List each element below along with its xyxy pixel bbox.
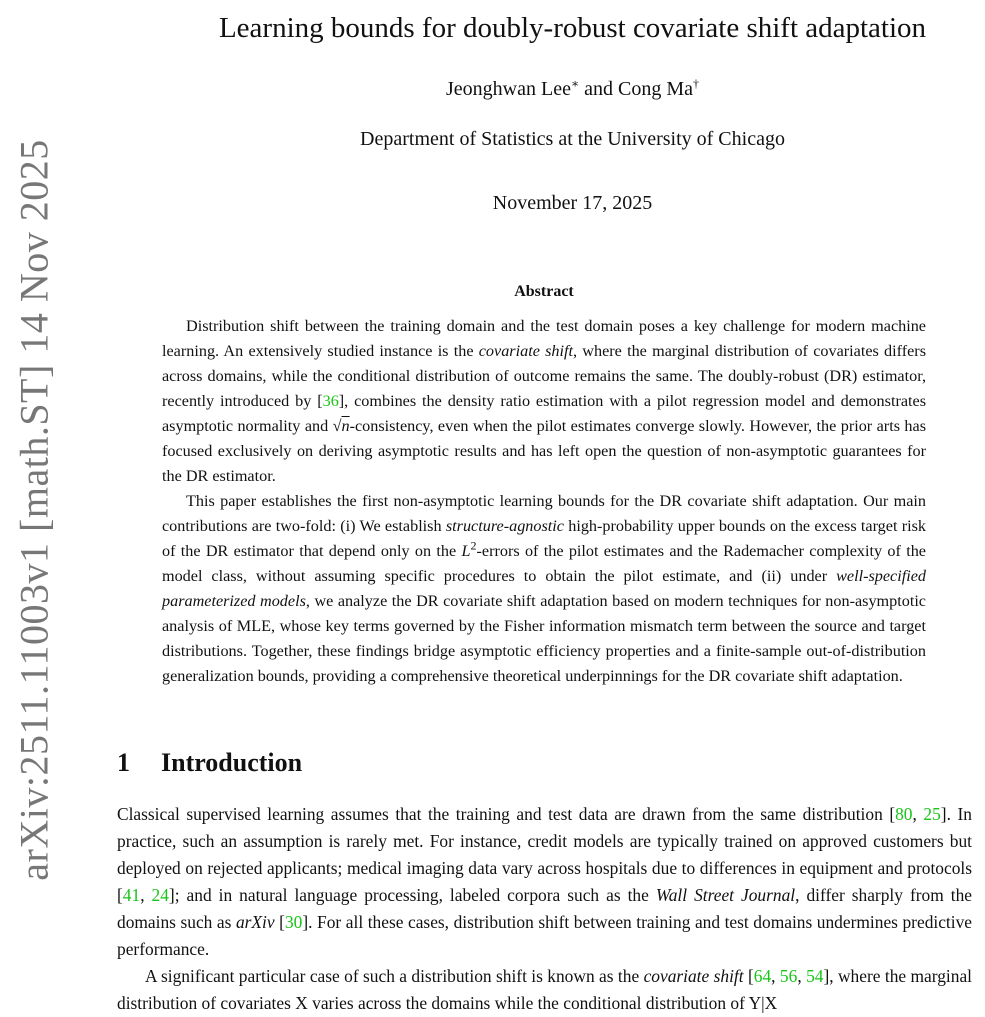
math-symbol: L <box>461 542 471 560</box>
arxiv-sidebar <box>4 140 64 880</box>
author-footnote-mark: ∗ <box>570 76 580 91</box>
emphasis: Wall Street Journal <box>655 885 796 905</box>
text-run: ]; and in natural language processing, labeled corpora such as the <box>168 885 656 905</box>
emphasis: covariate shift <box>643 966 744 986</box>
text-run: ]. For all these cases, distribution shift between training and test domains undermines predictive performance. <box>117 912 973 959</box>
author-line <box>100 78 985 101</box>
section-heading <box>117 748 302 778</box>
emphasis: arXiv <box>235 912 275 932</box>
text-run: Distribution shift between the training domain and the test domain poses a key challenge for modern machine learning. An extensively studied instance is the <box>162 317 926 360</box>
citation-link[interactable]: 24 <box>151 885 169 905</box>
text-run: , where the marginal distribution of covariates differs across domains, while the conditional distribution of outcome remains the same. The doubly-robust (DR) estimator, recently introduced by [ <box>162 342 926 410</box>
text-run: ], combines the density ratio estimation with a pilot regression model and demonstrates asymptotic normality and √ <box>162 392 927 435</box>
text-run: A significant particular case of such a distribution shift is known as the <box>145 966 644 986</box>
text-run: Classical supervised learning assumes that the training and test data are drawn from the same distribution [ <box>117 804 896 824</box>
publication-date: November 17, 2025 <box>492 192 653 214</box>
citation-link[interactable]: 25 <box>923 804 941 824</box>
citation-link[interactable]: 64 <box>753 966 772 986</box>
math-symbol: n <box>341 417 350 435</box>
emphasis: structure-agnostic <box>445 517 564 535</box>
abstract-paragraph <box>162 314 926 489</box>
paper-title: Learning bounds for doubly-robust covariate shift adaptation <box>218 12 927 44</box>
body-paragraph <box>117 963 972 1017</box>
section-number: 1 <box>117 748 130 777</box>
citation-link[interactable]: 80 <box>895 804 913 824</box>
math-superscript: 2 <box>470 538 477 553</box>
text-run: , we analyze the DR covariate shift adaptation based on modern techniques for non-asymptotic analysis of MLE, whose key terms governed by the Fisher information mismatch term between the source and target distributions. Together, these findings bridge asymptotic efficiency properties and a finite-sample out-of-distribution generalization bounds, providing a comprehensive theoretical underpinnings for the DR covariate shift adaptation. <box>162 592 926 685</box>
author-footnote-mark: † <box>693 76 699 91</box>
text-run: ], where the marginal distribution of covariates X varies across the domains while the conditional distribution of Y|X <box>117 966 972 1013</box>
author-name: Cong Ma <box>618 78 693 100</box>
citation-link[interactable]: 56 <box>779 966 798 986</box>
emphasis: well-specified parameterized models <box>162 567 926 610</box>
text-run: -errors of the pilot estimates and the Rademacher complexity of the model class, without assuming specific procedures to obtain the pilot estimate, and (ii) under <box>162 542 926 585</box>
affiliation: Department of Statistics at the University of Chicago <box>360 128 785 150</box>
emphasis: covariate shift <box>478 342 574 360</box>
text-run: ]. In practice, such an assumption is rarely met. For instance, credit models are typically trained on approved customers but deployed on rejected applicants; medical imaging data vary across hospitals due to differences in equipment and protocols [ <box>117 804 972 905</box>
text-run: , differ sharply from the domains such as <box>117 885 972 932</box>
citation-link[interactable]: 41 <box>122 885 141 905</box>
text-run: , <box>140 885 152 905</box>
text-run: This paper establishes the first non-asymptotic learning bounds for the DR covariate shift adaptation. Our main contributions are two-fold: (i) We establish <box>162 492 926 535</box>
abstract-paragraph <box>162 489 926 689</box>
text-run: [ <box>743 966 754 986</box>
introduction-body <box>117 801 972 1017</box>
citation-link[interactable]: 54 <box>806 966 824 986</box>
text-run: , <box>771 966 780 986</box>
text-run: -consistency, even when the pilot estimates converge slowly. However, the prior arts has focused exclusively on deriving asymptotic results and has left open the question of non-asymptotic guarantees for the DR estimator. <box>162 417 926 485</box>
abstract-heading: Abstract <box>514 283 574 300</box>
abstract-body <box>162 314 926 689</box>
text-run: high-probability upper bounds on the excess target risk of the DR estimator that depend only on the <box>162 517 926 560</box>
arxiv-identifier: arXiv:2511.11003v1 [math.ST] 14 Nov 2025 <box>11 139 57 881</box>
citation-link[interactable]: 30 <box>284 912 303 932</box>
author-name: Jeonghwan Lee <box>446 78 571 100</box>
citation-link[interactable]: 36 <box>322 392 339 410</box>
author-separator: and <box>579 78 618 100</box>
text-run: , <box>797 966 807 986</box>
section-title: Introduction <box>161 748 303 777</box>
body-paragraph <box>117 801 972 963</box>
text-run: [ <box>274 912 285 932</box>
text-run: , <box>912 804 924 824</box>
